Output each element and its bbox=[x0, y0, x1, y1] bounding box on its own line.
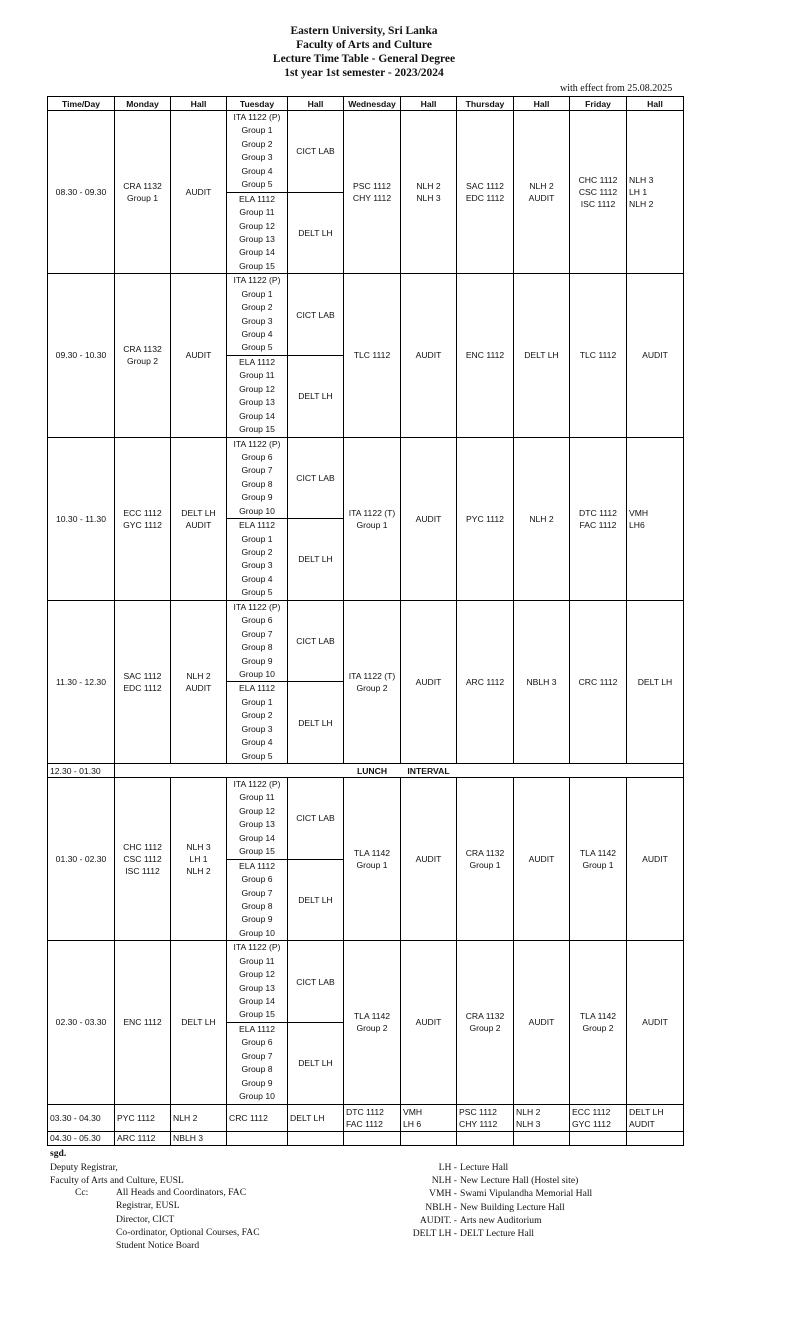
wednesday-hall: NLH 2 NLH 3 bbox=[401, 111, 457, 274]
tuesday-hall: CICT LAB bbox=[288, 778, 344, 860]
wednesday-course: PSC 1112 CHY 1112 bbox=[344, 111, 401, 274]
interval-label: INTERVAL bbox=[401, 764, 457, 778]
lunch-label: LUNCH bbox=[344, 764, 401, 778]
slot-time: 08.30 - 09.30 bbox=[48, 111, 115, 274]
thursday-hall: DELT LH bbox=[514, 274, 570, 437]
tuesday-course: CRC 1112 bbox=[227, 1104, 288, 1131]
monday-hall: NLH 2 bbox=[171, 1104, 227, 1131]
col-wednesday-hall: Hall bbox=[401, 97, 457, 111]
col-thursday: Thursday bbox=[457, 97, 514, 111]
wednesday-hall: AUDIT bbox=[401, 600, 457, 763]
wednesday-course: TLC 1112 bbox=[344, 274, 401, 437]
tuesday-hall: DELT LH bbox=[288, 682, 344, 764]
wednesday-course: ITA 1122 (T) Group 2 bbox=[344, 600, 401, 763]
monday-course: SAC 1112 EDC 1112 bbox=[115, 600, 171, 763]
friday-course: DTC 1112 FAC 1112 bbox=[570, 437, 627, 600]
tuesday-group-block: ELA 1112 Group 1 Group 2 Group 3 Group 4 Group 5 bbox=[227, 519, 288, 601]
legend-item: AUDIT. - Arts new Auditorium bbox=[419, 1214, 542, 1226]
friday-hall: NLH 3 LH 1 NLH 2 bbox=[627, 111, 684, 274]
cc-recipient: Registrar, EUSL bbox=[116, 1200, 180, 1211]
legend-item: NBLH - New Building Lecture Hall bbox=[425, 1201, 565, 1213]
monday-hall: NLH 2 AUDIT bbox=[171, 600, 227, 763]
thursday-course: PSC 1112 CHY 1112 bbox=[457, 1104, 514, 1131]
monday-course: PYC 1112 bbox=[115, 1104, 171, 1131]
cc-label: Cc: bbox=[75, 1187, 89, 1198]
sgd-label: sgd. bbox=[50, 1148, 67, 1159]
thursday-hall: NLH 2 AUDIT bbox=[514, 111, 570, 274]
thursday-course: CRA 1132 Group 2 bbox=[457, 941, 514, 1104]
legend-item: NLH - New Lecture Hall (Hostel site) bbox=[431, 1175, 579, 1187]
tuesday-group-block: ELA 1112 Group 6 Group 7 Group 8 Group 9 Group 10 bbox=[227, 859, 288, 941]
wednesday-hall: AUDIT bbox=[401, 274, 457, 437]
tuesday-group-block: ELA 1112 Group 6 Group 7 Group 8 Group 9 Group 10 bbox=[227, 1022, 288, 1104]
tuesday-hall: DELT LH bbox=[288, 859, 344, 941]
legend-item: VMH - Swami Vipulandha Memorial Hall bbox=[429, 1188, 593, 1200]
tuesday-group-block: ELA 1112 Group 11 Group 12 Group 13 Group 14 Group 15 bbox=[227, 192, 288, 274]
thursday-course: ARC 1112 bbox=[457, 600, 514, 763]
timetable bbox=[47, 96, 684, 1146]
legend-item: DELT LH - DELT Lecture Hall bbox=[412, 1228, 535, 1240]
tuesday-hall: CICT LAB bbox=[288, 274, 344, 356]
lunch-time: 12.30 - 01.30 bbox=[48, 764, 115, 778]
tuesday-hall: DELT LH bbox=[288, 192, 344, 274]
monday-course: ECC 1112 GYC 1112 bbox=[115, 437, 171, 600]
friday-hall: AUDIT bbox=[627, 274, 684, 437]
cc-recipient: Co-ordinator, Optional Courses, FAC bbox=[116, 1227, 260, 1238]
signatory-title: Deputy Registrar, bbox=[50, 1162, 118, 1173]
slot-time: 03.30 - 04.30 bbox=[48, 1104, 115, 1131]
col-monday-hall: Hall bbox=[171, 97, 227, 111]
tuesday-hall: DELT LH bbox=[288, 1022, 344, 1104]
slot-row-extra-1 bbox=[48, 1104, 684, 1131]
signatory-faculty: Faculty of Arts and Culture, EUSL bbox=[50, 1175, 184, 1186]
tuesday-group-block: ITA 1122 (P) Group 1 Group 2 Group 3 Group 4 Group 5 bbox=[227, 111, 288, 193]
friday-hall: AUDIT bbox=[627, 941, 684, 1104]
cc-recipient: All Heads and Coordinators, FAC bbox=[116, 1187, 247, 1198]
tuesday-group-block: ITA 1122 (P) Group 6 Group 7 Group 8 Group 9 Group 10 bbox=[227, 437, 288, 519]
col-monday: Monday bbox=[115, 97, 171, 111]
wednesday-hall: AUDIT bbox=[401, 437, 457, 600]
thursday-course: PYC 1112 bbox=[457, 437, 514, 600]
thursday-course: CRA 1132 Group 1 bbox=[457, 778, 514, 941]
wednesday-hall: AUDIT bbox=[401, 941, 457, 1104]
friday-course: CHC 1112 CSC 1112 ISC 1112 bbox=[570, 111, 627, 274]
tuesday-hall: CICT LAB bbox=[288, 111, 344, 193]
monday-hall: NLH 3 LH 1 NLH 2 bbox=[171, 778, 227, 941]
monday-hall: NBLH 3 bbox=[171, 1131, 227, 1145]
monday-course: CRA 1132 Group 2 bbox=[115, 274, 171, 437]
slot-row bbox=[48, 437, 684, 519]
col-tuesday: Tuesday bbox=[227, 97, 288, 111]
thursday-hall: NLH 2 bbox=[514, 437, 570, 600]
effective-date: with effect from 25.08.2025 bbox=[560, 83, 673, 94]
col-wednesday: Wednesday bbox=[344, 97, 401, 111]
wednesday-course: DTC 1112 FAC 1112 bbox=[344, 1104, 401, 1131]
tuesday-hall: CICT LAB bbox=[288, 941, 344, 1023]
monday-hall: AUDIT bbox=[171, 274, 227, 437]
monday-hall: AUDIT bbox=[171, 111, 227, 274]
friday-hall: DELT LH AUDIT bbox=[627, 1104, 684, 1131]
friday-course: TLA 1142 Group 1 bbox=[570, 778, 627, 941]
thursday-course: ENC 1112 bbox=[457, 274, 514, 437]
slot-row bbox=[48, 778, 684, 860]
cc-recipient: Director, CICT bbox=[116, 1214, 175, 1225]
col-thursday-hall: Hall bbox=[514, 97, 570, 111]
slot-row-extra-2 bbox=[48, 1131, 684, 1145]
tuesday-hall: DELT LH bbox=[288, 1104, 344, 1131]
slot-row bbox=[48, 941, 684, 1023]
header-row bbox=[48, 97, 684, 111]
thursday-hall: AUDIT bbox=[514, 778, 570, 941]
slot-time: 11.30 - 12.30 bbox=[48, 600, 115, 763]
col-friday: Friday bbox=[570, 97, 627, 111]
thursday-course: SAC 1112 EDC 1112 bbox=[457, 111, 514, 274]
friday-course: TLA 1142 Group 2 bbox=[570, 941, 627, 1104]
tuesday-group-block: ELA 1112 Group 11 Group 12 Group 13 Group 14 Group 15 bbox=[227, 355, 288, 437]
tuesday-group-block: ITA 1122 (P) Group 11 Group 12 Group 13 Group 14 Group 15 bbox=[227, 778, 288, 860]
col-tuesday-hall: Hall bbox=[288, 97, 344, 111]
friday-hall: DELT LH bbox=[627, 600, 684, 763]
thursday-hall: AUDIT bbox=[514, 941, 570, 1104]
monday-course: CHC 1112 CSC 1112 ISC 1112 bbox=[115, 778, 171, 941]
timetable-title: Lecture Time Table - General Degree bbox=[272, 53, 456, 65]
wednesday-course: TLA 1142 Group 1 bbox=[344, 778, 401, 941]
tuesday-group-block: ITA 1122 (P) Group 6 Group 7 Group 8 Group 9 Group 10 bbox=[227, 600, 288, 682]
thursday-hall: NLH 2 NLH 3 bbox=[514, 1104, 570, 1131]
tuesday-group-block: ITA 1122 (P) Group 11 Group 12 Group 13 Group 14 Group 15 bbox=[227, 941, 288, 1023]
semester-title: 1st year 1st semester - 2023/2024 bbox=[284, 67, 444, 79]
friday-course: TLC 1112 bbox=[570, 274, 627, 437]
monday-course: ARC 1112 bbox=[115, 1131, 171, 1145]
monday-hall: DELT LH AUDIT bbox=[171, 437, 227, 600]
slot-time: 04.30 - 05.30 bbox=[48, 1131, 115, 1145]
tuesday-hall: CICT LAB bbox=[288, 600, 344, 682]
monday-hall: DELT LH bbox=[171, 941, 227, 1104]
slot-time: 01.30 - 02.30 bbox=[48, 778, 115, 941]
cc-recipient: Student Notice Board bbox=[116, 1240, 200, 1251]
faculty-title: Faculty of Arts and Culture bbox=[296, 39, 432, 51]
slot-row bbox=[48, 274, 684, 356]
wednesday-hall: AUDIT bbox=[401, 778, 457, 941]
thursday-hall: NBLH 3 bbox=[514, 600, 570, 763]
lunch-row bbox=[48, 764, 684, 778]
friday-hall: AUDIT bbox=[627, 778, 684, 941]
wednesday-course: TLA 1142 Group 2 bbox=[344, 941, 401, 1104]
friday-course: ECC 1112 GYC 1112 bbox=[570, 1104, 627, 1131]
wednesday-hall: VMH LH 6 bbox=[401, 1104, 457, 1131]
slot-time: 10.30 - 11.30 bbox=[48, 437, 115, 600]
monday-course: CRA 1132 Group 1 bbox=[115, 111, 171, 274]
slot-row bbox=[48, 600, 684, 682]
tuesday-hall: DELT LH bbox=[288, 355, 344, 437]
slot-time: 09.30 - 10.30 bbox=[48, 274, 115, 437]
col-time: Time/Day bbox=[48, 97, 115, 111]
tuesday-hall: CICT LAB bbox=[288, 437, 344, 519]
university-title: Eastern University, Sri Lanka bbox=[290, 25, 438, 37]
col-friday-hall: Hall bbox=[627, 97, 684, 111]
wednesday-course: ITA 1122 (T) Group 1 bbox=[344, 437, 401, 600]
legend-item: LH - Lecture Hall bbox=[438, 1162, 509, 1173]
tuesday-group-block: ELA 1112 Group 1 Group 2 Group 3 Group 4 Group 5 bbox=[227, 682, 288, 764]
monday-course: ENC 1112 bbox=[115, 941, 171, 1104]
hall-legend bbox=[395, 1161, 592, 1240]
tuesday-hall: DELT LH bbox=[288, 519, 344, 601]
friday-course: CRC 1112 bbox=[570, 600, 627, 763]
slot-time: 02.30 - 03.30 bbox=[48, 941, 115, 1104]
slot-row bbox=[48, 111, 684, 193]
tuesday-group-block: ITA 1122 (P) Group 1 Group 2 Group 3 Group 4 Group 5 bbox=[227, 274, 288, 356]
friday-hall: VMH LH6 bbox=[627, 437, 684, 600]
